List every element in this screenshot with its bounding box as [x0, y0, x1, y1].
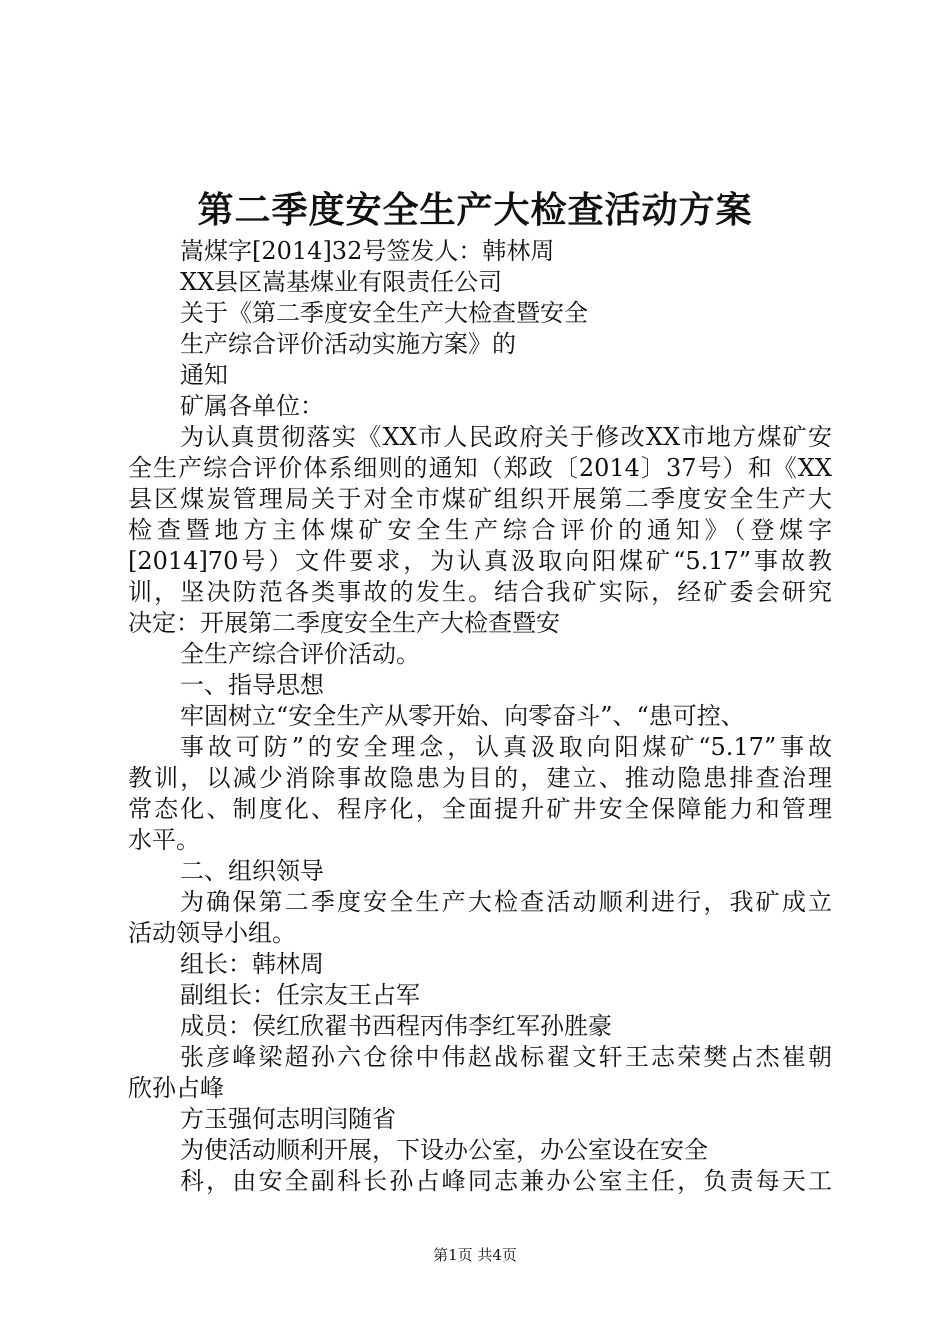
members-line: 成员：侯红欣翟书西程丙伟李红军孙胜豪 — [180, 1012, 612, 1040]
section-heading: 二、组织领导 — [180, 857, 324, 885]
document-title: 第二季度安全生产大检查活动方案 — [197, 189, 753, 231]
paragraph-line: 事故可防”的安全理念，认真汲取向阳煤矿“5.17”事故 — [180, 733, 832, 761]
paragraph-line: 全生产综合评价体系细则的通知（郑政〔2014〕37号）和《XX — [128, 454, 832, 482]
subject-line: 通知 — [180, 361, 228, 389]
paragraph-line: 决定：开展第二季度安全生产大检查暨安 — [128, 609, 560, 637]
members-line: 方玉强何志明闫随省 — [180, 1105, 396, 1133]
subject-line: 生产综合评价活动实施方案》的 — [180, 330, 516, 358]
paragraph-line: 为确保第二季度安全生产大检查活动顺利进行，我矿成立 — [180, 888, 832, 916]
paragraph-line: 检查暨地方主体煤矿安全生产综合评价的通知》（登煤字 — [128, 516, 832, 544]
paragraph-line: 牢固树立“安全生产从零开始、向零奋斗”、“患可控、 — [180, 702, 745, 730]
section-heading: 一、指导思想 — [180, 671, 324, 699]
paragraph-line: 全生产综合评价活动。 — [180, 640, 420, 668]
paragraph-line: 县区煤炭管理局关于对全市煤矿组织开展第二季度安全生产大 — [128, 485, 832, 513]
paragraph-line: 科，由安全副科长孙占峰同志兼办公室主任，负责每天工 — [180, 1167, 832, 1195]
members-line: 张彦峰梁超孙六仓徐中伟赵战标翟文轩王志荣樊占杰崔朝 — [180, 1043, 832, 1071]
leader-line: 组长：韩林周 — [180, 950, 324, 978]
paragraph-line: 训，坚决防范各类事故的发生。结合我矿实际，经矿委会研究 — [128, 578, 832, 606]
paragraph-line: 为使活动顺利开展，下设办公室，办公室设在安全 — [180, 1136, 708, 1164]
page-number: 第1页 共4页 — [433, 1246, 517, 1264]
subject-line: 关于《第二季度安全生产大检查暨安全 — [180, 299, 588, 327]
deputy-leader-line: 副组长：任宗友王占军 — [180, 981, 420, 1009]
paragraph-line: 水平。 — [128, 826, 200, 854]
members-line: 欣孙占峰 — [128, 1074, 224, 1102]
paragraph-line: [2014]70号）文件要求，为认真汲取向阳煤矿“5.17”事故教 — [128, 547, 832, 575]
paragraph-line: 活动领导小组。 — [128, 919, 296, 947]
paragraph-line: 常态化、制度化、程序化，全面提升矿井安全保障能力和管理 — [128, 795, 832, 823]
paragraph-line: 为认真贯彻落实《XX市人民政府关于修改XX市地方煤矿安 — [180, 423, 832, 451]
issuer-line: XX县区嵩基煤业有限责任公司 — [180, 268, 503, 296]
doc-number-line: 嵩煤字[2014]32号签发人：韩林周 — [180, 237, 555, 265]
salutation: 矿属各单位： — [180, 392, 324, 420]
document-body — [128, 236, 832, 1197]
paragraph-line: 教训，以减少消除事故隐患为目的，建立、推动隐患排查治理 — [128, 764, 832, 792]
